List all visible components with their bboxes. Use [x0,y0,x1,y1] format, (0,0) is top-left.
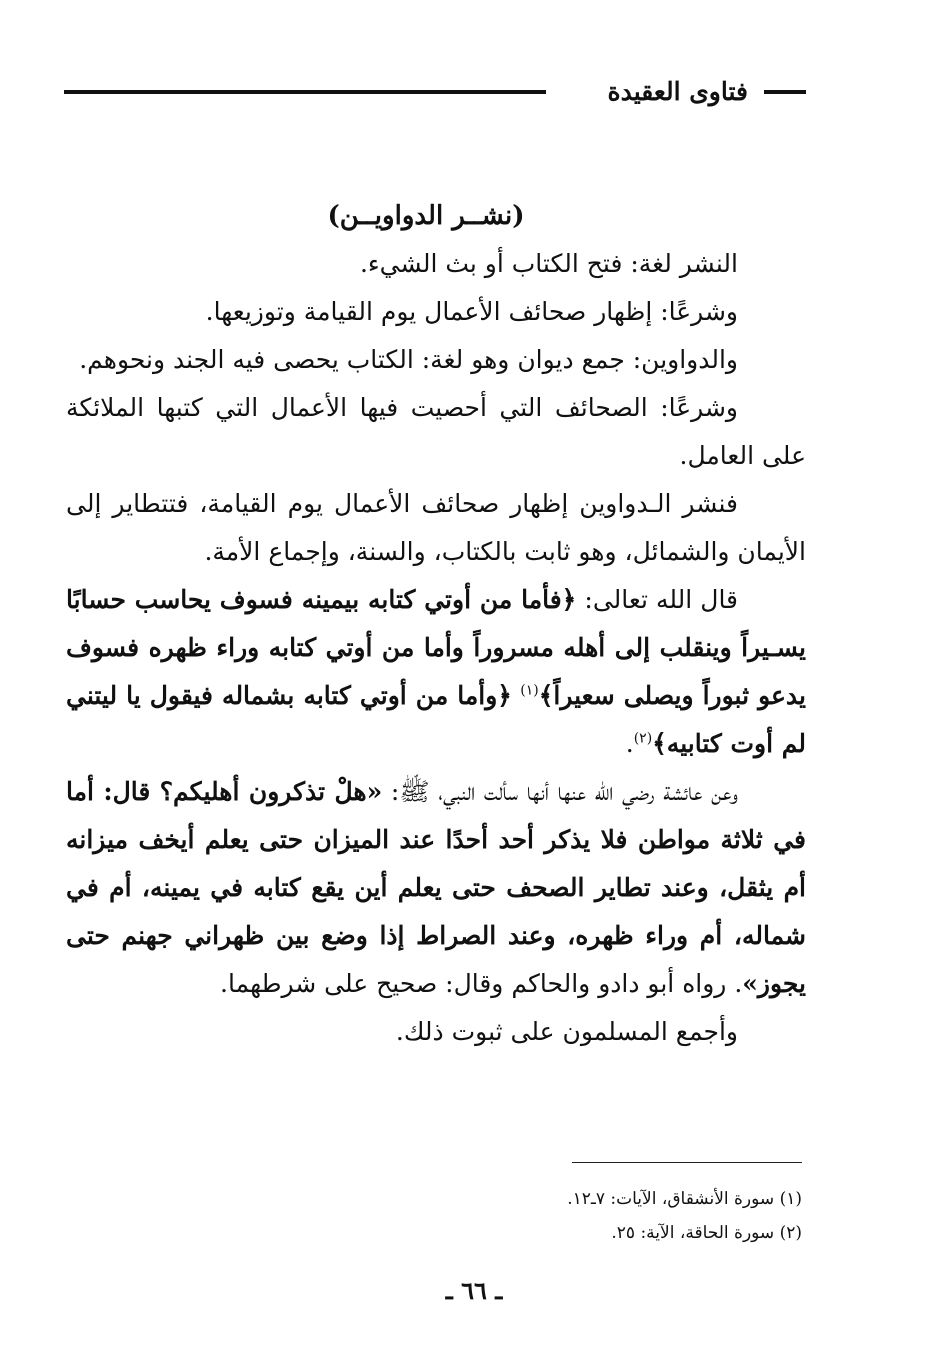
paragraph-ruling: فنشر الـدواوين إظهار صحائف الأعمال يوم القيامة، فتتطاير إلى الأيمان والشمائل، وهو ثابت بالكتاب، والسنة، وإجماع الأمة. [66,489,806,566]
footnote-ref-1[interactable]: (١) [520,682,539,699]
paragraph-linguistic-definition: النشر لغة: فتح الكتاب أو بث الشيء. [359,249,738,278]
hadith-source: . رواه أبو دادو والحاكم وقال: صحيح على شرطهما. [220,969,743,998]
footnote-separator [572,1162,802,1163]
paragraph-quran-evidence [66,576,806,768]
quran-verse-1: ﴿فأما من أوتي كتابه بيمينه فسوف يحاسب حسابًا يسـيراً وينقلب إلى أهله مسروراً وأما من أوتي كتابه وراء ظهره فسوف يدعو ثبوراً ويصلى سعيراً﴾ [66,585,806,710]
header-long-rule [64,90,546,94]
paragraph-diwan-legal: وشرعًا: الصحائف التي أحصيت فيها الأعمال التي كتبها الملائكة على العامل. [66,393,806,470]
main-text [66,192,806,1056]
hadith-text: «هلْ تذكرون أهليكم؟ قال: أما في ثلاثة مواطن فلا يذكر أحد أحدًا عند الميزان حتى يعلم أيخف ميزانه أم يثقل، وعند تطاير الصحف حتى يعلم أين يقع كتابه في يمينه، أم في شماله، أم وراء ظهره، وعند الصراط إذا وضع بين ظهراني جهنم حتى يجوز» [66,777,806,998]
paragraph-legal-definition: وشرعًا: إظهار صحائف الأعمال يوم القيامة وتوزيعها. [205,297,738,326]
footnotes [182,1182,802,1250]
header-short-rule [764,90,806,94]
footnote-ref-2[interactable]: (٢) [633,730,653,747]
quran-verse-2: ﴿وأما من أوتي كتابه بشماله فيقول يا ليتني لم أوت كتابيه﴾ [66,681,806,758]
footnote-2: (٢) سورة الحاقة، الآية: ٢٥. [611,1223,802,1243]
running-header [64,72,806,112]
page-number: ـ ٦٦ ـ [445,1276,503,1305]
quran-intro: قال الله تعالى: [576,585,739,614]
paragraph-consensus: وأجمع المسلمون على ثبوت ذلك. [395,1017,738,1046]
hadith-intro: وعن عائشة رضي الله عنها أنها سألت النبي، ﷺ: [382,777,738,806]
paragraph-hadith-evidence [66,768,806,1008]
footnote-1: (١) سورة الأنشقاق، الآيات: ٧ـ١٢. [567,1189,802,1209]
header-title: فتاوى العقيدة [607,77,748,106]
section-title: (نشــر الدواويــن) [327,201,525,231]
paragraph-diwan-linguistic: والدواوين: جمع ديوان وهو لغة: الكتاب يحصى فيه الجند ونحوهم. [79,345,738,374]
quran-end: . [625,729,634,758]
